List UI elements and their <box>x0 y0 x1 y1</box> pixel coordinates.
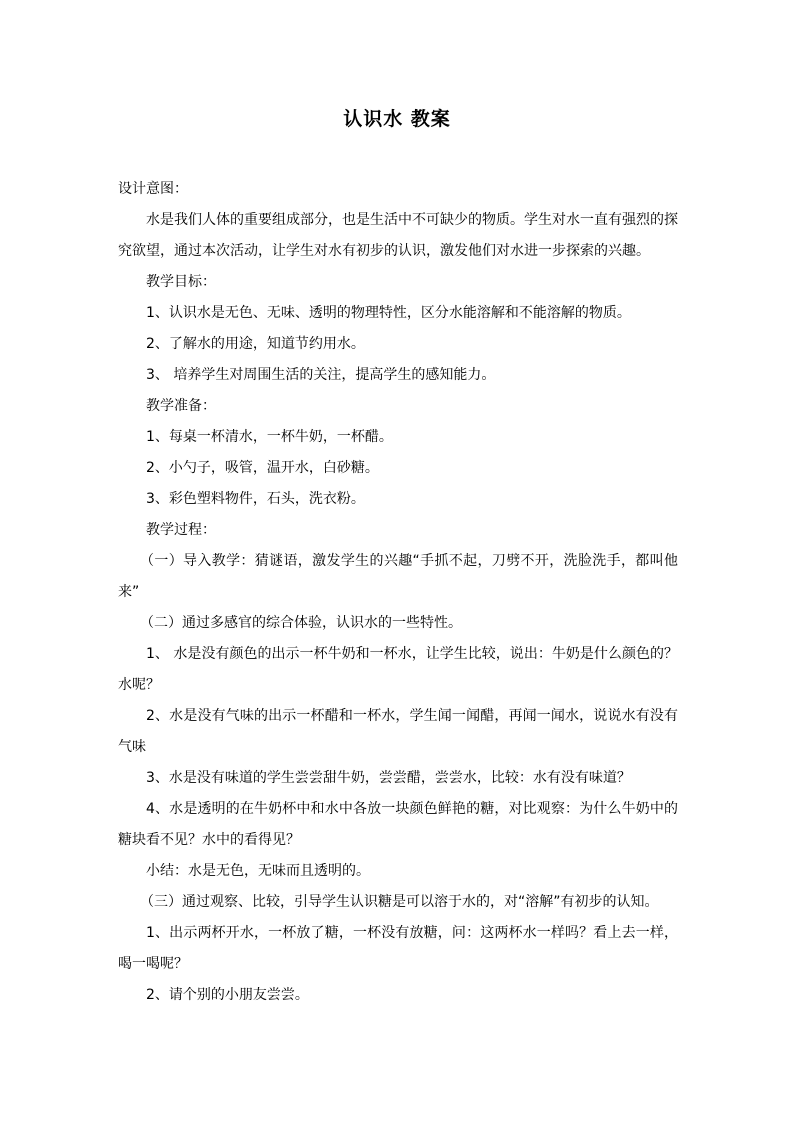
document-title: 认识水 教案 <box>343 108 451 130</box>
paragraph: 2、水是没有气味的出示一杯醋和一杯水，学生闻一闻醋，再闻一闻水，说说水有没有气味 <box>118 708 678 755</box>
paragraph: （二）通过多感官的综合体验，认识水的一些特性。 <box>140 615 462 631</box>
paragraph: 2、小勺子，吸管，温开水，白砂糖。 <box>146 460 379 476</box>
paragraph: 教学过程： <box>146 522 216 538</box>
paragraph: 1、认识水是无色、无味、透明的物理特性，区分水能溶解和不能溶解的物质。 <box>146 305 631 321</box>
paragraph: 3、水是没有味道的学生尝尝甜牛奶，尝尝醋，尝尝水，比较：水有没有味道？ <box>146 770 631 786</box>
paragraph: 2、了解水的用途，知道节约用水。 <box>146 336 365 352</box>
paragraph: 1、每桌一杯清水，一杯牛奶，一杯醋。 <box>146 429 393 445</box>
paragraph: 2、请个别的小朋友尝尝。 <box>146 987 309 1003</box>
document-body <box>118 174 678 1011</box>
paragraph: 3、彩色塑料物件，石头，洗衣粉。 <box>146 491 365 507</box>
paragraph: 设计意图： <box>118 181 188 197</box>
paragraph: 3、 培养学生对周围生活的关注，提高学生的感知能力。 <box>146 367 496 383</box>
paragraph: 1、出示两杯开水，一杯放了糖，一杯没有放糖，问：这两杯水一样吗？看上去一样，喝一喝呢？ <box>118 925 678 972</box>
paragraph: 教学准备： <box>146 398 216 414</box>
paragraph: （三）通过观察、比较，引导学生认识糖是可以溶于水的，对“溶解”有初步的认知。 <box>140 894 659 910</box>
paragraph: 小结：水是无色，无味而且透明的。 <box>146 863 370 879</box>
paragraph: （一）导入教学：猜谜语，激发学生的兴趣“手抓不起，刀劈不开，洗脸洗手，都叫他来” <box>118 553 678 600</box>
paragraph: 4、水是透明的在牛奶杯中和水中各放一块颜色鲜艳的糖，对比观察：为什么牛奶中的糖块看不见？水中的看得见？ <box>118 801 678 848</box>
paragraph: 教学目标： <box>146 274 216 290</box>
paragraph: 水是我们人体的重要组成部分，也是生活中不可缺少的物质。学生对水一直有强烈的探究欲望，通过本次活动，让学生对水有初步的认识，激发他们对水进一步探索的兴趣。 <box>118 212 678 259</box>
paragraph: 1、 水是没有颜色的出示一杯牛奶和一杯水，让学生比较，说出：牛奶是什么颜色的？水呢？ <box>118 646 678 693</box>
